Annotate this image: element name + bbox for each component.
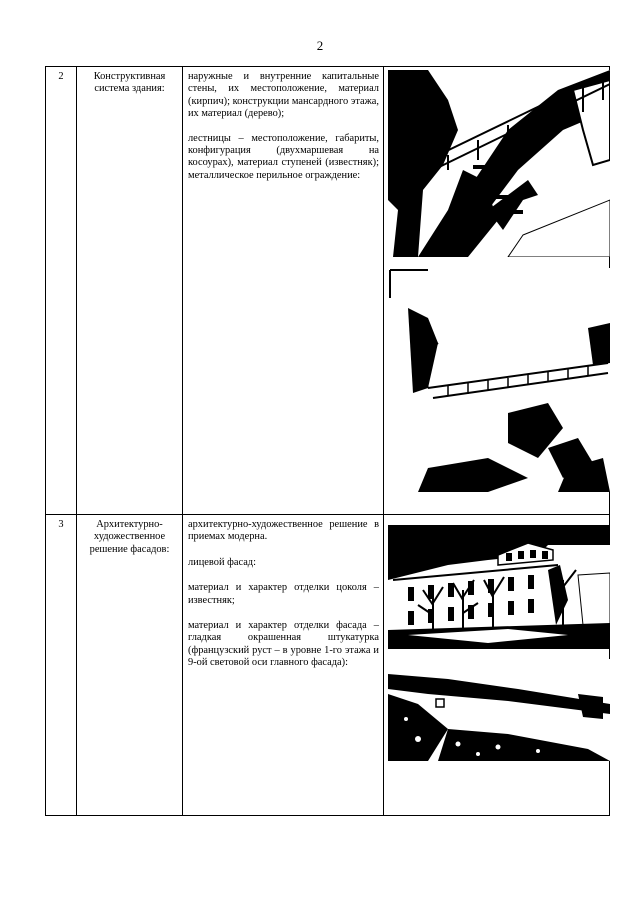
- feature-description: [183, 515, 384, 816]
- facade-photo: [388, 525, 610, 649]
- description-paragraph: лицевой фасад:: [188, 556, 256, 568]
- staircase-photo: [388, 70, 610, 257]
- feature-name: Архитектурно-художественное решение фасадов:: [77, 515, 183, 816]
- description-paragraph: материал и характер отделки фасада – гладкая окрашенная штукатурка (французский руст – в уровне 1-го этажа и 9-ой световой оси главного фасада):: [188, 620, 379, 669]
- feature-description: [183, 67, 384, 515]
- page-number: 2: [316, 38, 324, 53]
- feature-table: [45, 66, 610, 816]
- photo-cell: [384, 515, 610, 816]
- photo-cell: [384, 67, 610, 515]
- base-photo: [388, 659, 610, 761]
- table-row: [46, 67, 610, 515]
- feature-name: Конструктивная система здания:: [77, 67, 183, 515]
- row-number: 3: [46, 515, 77, 816]
- description-paragraph: наружные и внутренние капитальные стены, их местоположение, материал (кирпич); конструкции мансардного этажа, их материал (дерево);: [188, 71, 379, 120]
- row-number: 2: [46, 67, 77, 515]
- table-row: [46, 515, 610, 816]
- description-paragraph: лестницы – местоположение, габариты, конфигурация (двухмаршевая на косоурах), материал ступеней (известняк); металлическое перильное ограждение:: [188, 132, 379, 181]
- landing-photo: [388, 268, 610, 492]
- description-paragraph: материал и характер отделки цоколя – известняк;: [188, 582, 379, 606]
- description-paragraph: архитектурно-художественное решение в приемах модерна.: [188, 519, 379, 543]
